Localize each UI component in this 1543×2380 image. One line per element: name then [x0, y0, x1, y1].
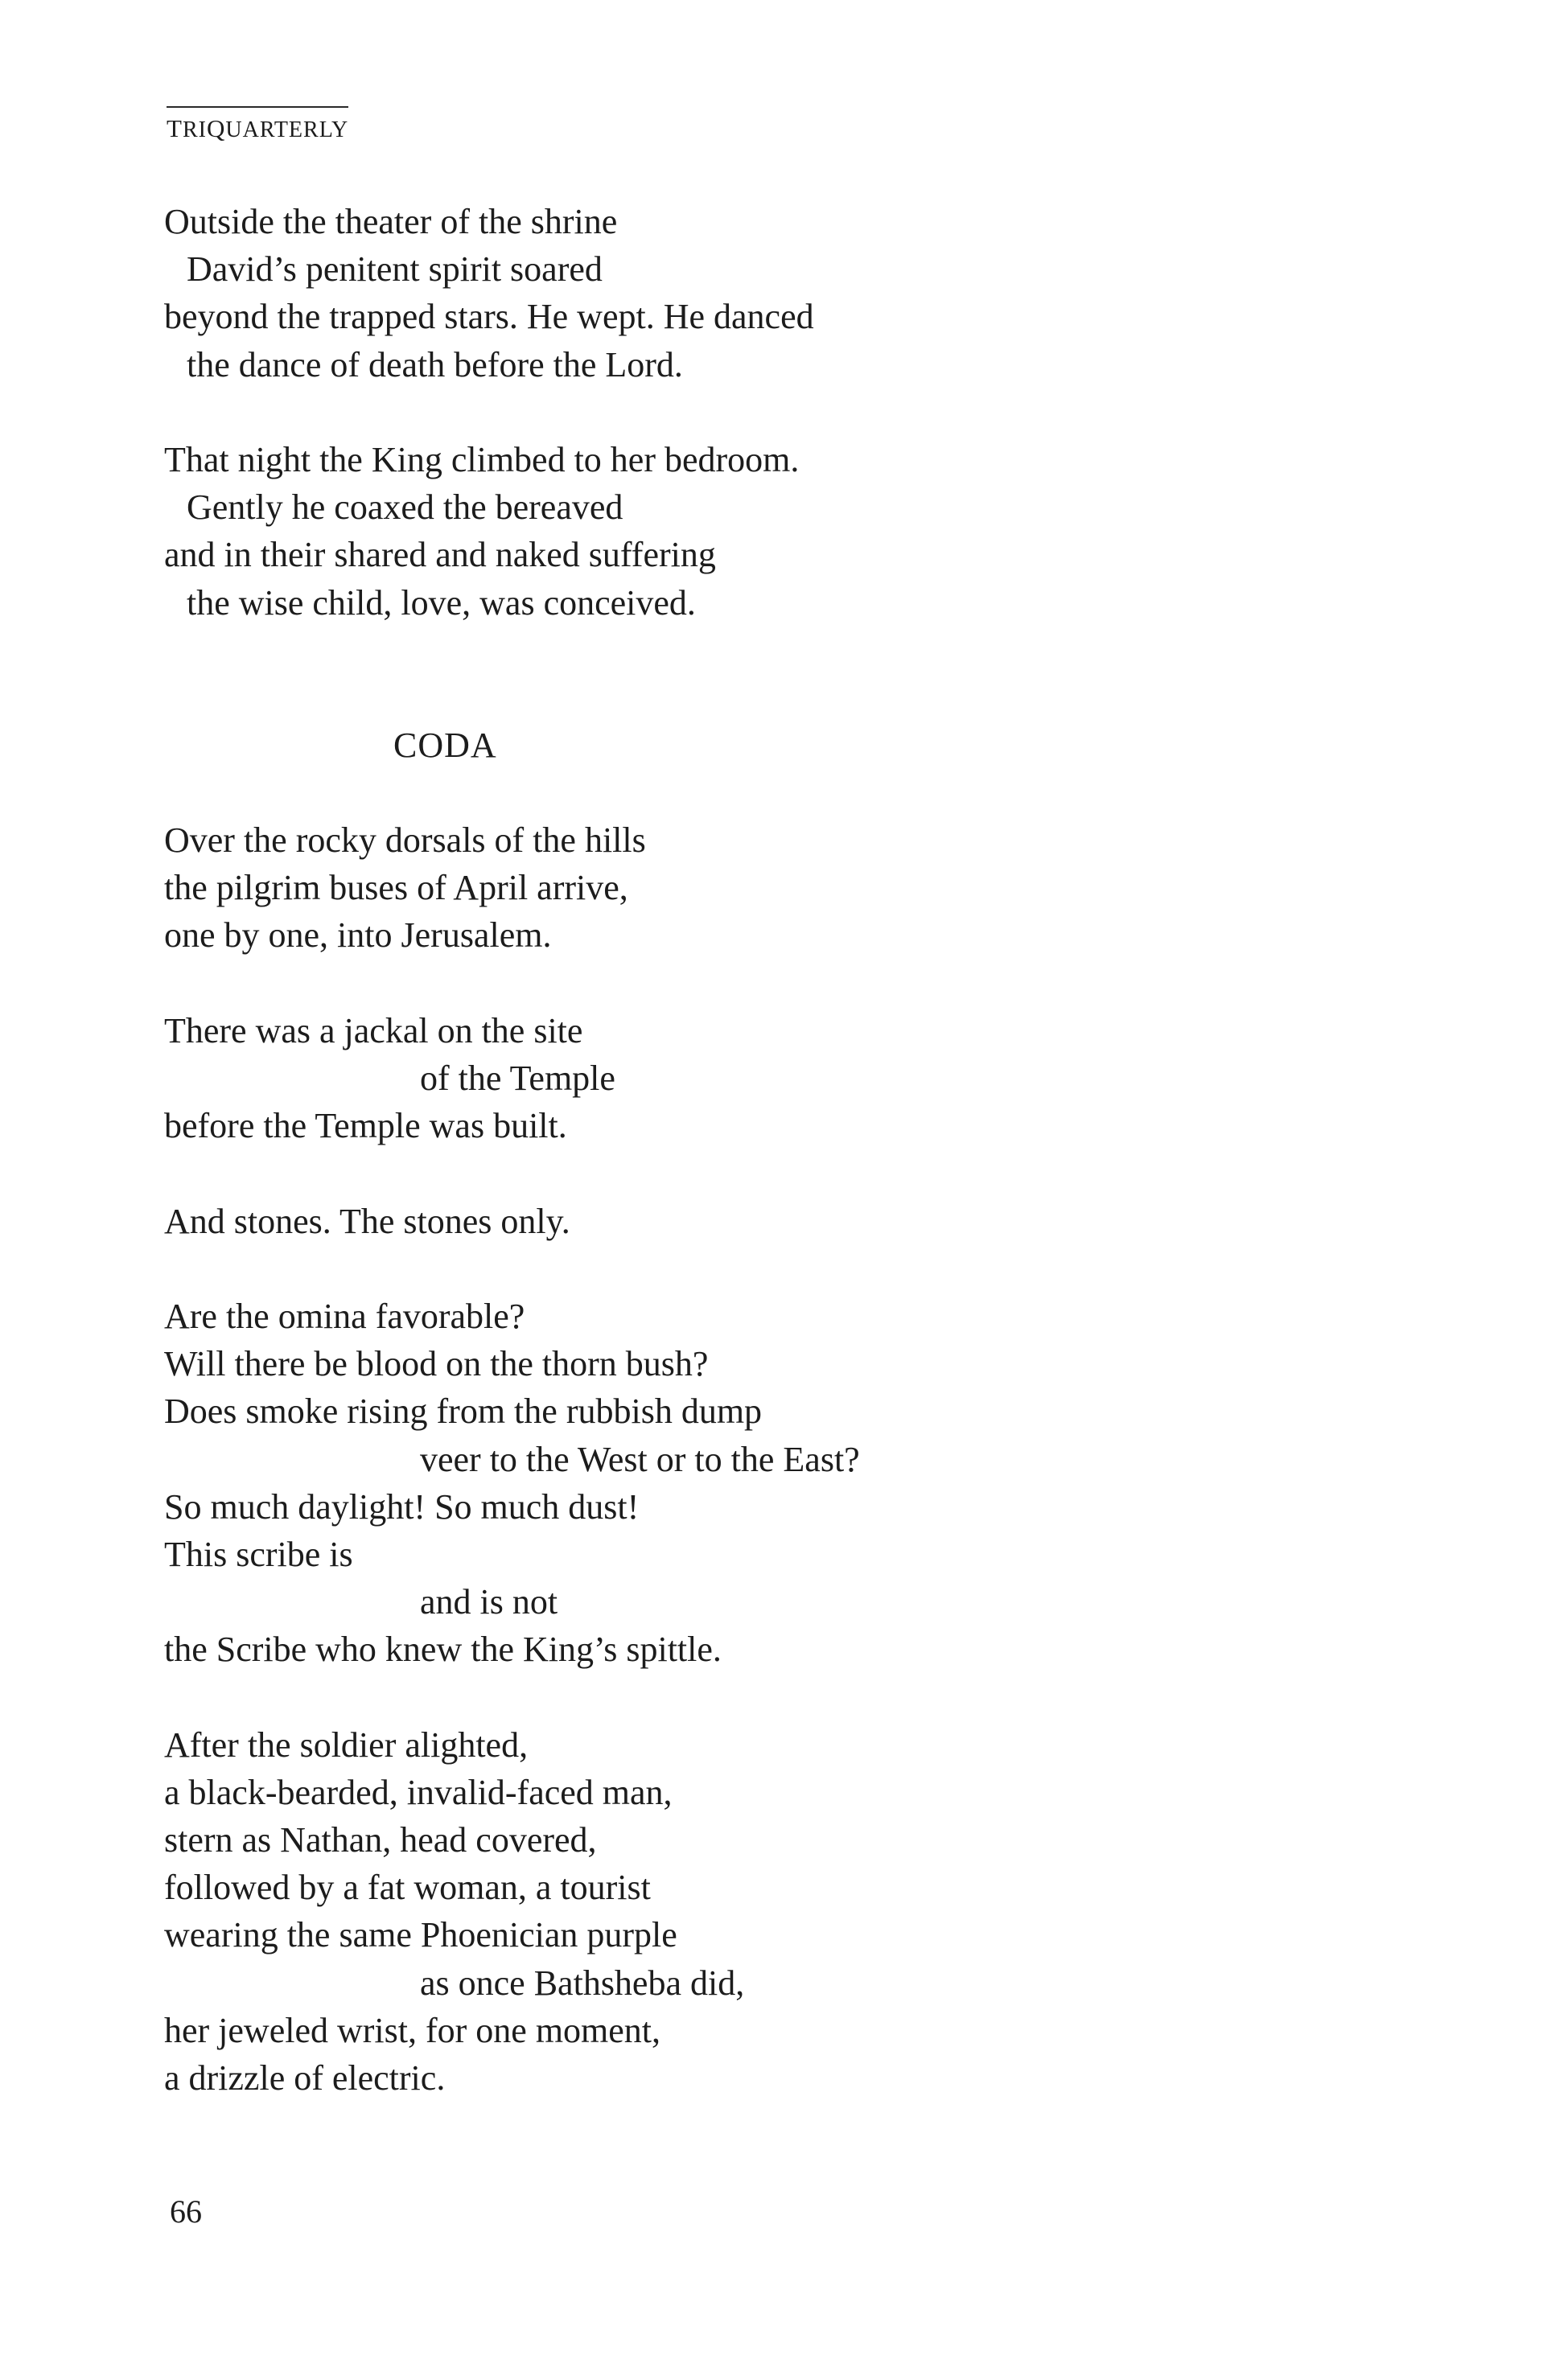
stanza-break — [164, 960, 1371, 1007]
poem-line: So much daylight! So much dust! — [164, 1486, 640, 1527]
stanza-break — [164, 1149, 1371, 1197]
stanza-break — [164, 1673, 1371, 1720]
part1-stanza-2 — [164, 436, 1371, 627]
poem-line: Will there be blood on the thorn bush? — [164, 1344, 709, 1384]
section-break — [164, 627, 1371, 721]
poem-line: one by one, into Jerusalem. — [164, 915, 552, 956]
poem-line: After the soldier alighted, — [164, 1724, 529, 1765]
poem-line: Over the rocky dorsals of the hills — [164, 820, 646, 861]
coda-stanza-3 — [164, 1198, 1371, 1245]
stanza-break — [164, 388, 1371, 436]
poem-line: the pilgrim buses of April arrive, — [164, 868, 628, 908]
poem-line: of the Temple — [420, 1058, 615, 1098]
poem-line: Gently he coaxed the bereaved — [187, 487, 623, 528]
poem-line: the Scribe who knew the King’s spittle. — [164, 1630, 722, 1670]
poem-line: veer to the West or to the East? — [420, 1439, 860, 1479]
poem-line: a drizzle of electric. — [164, 2057, 446, 2098]
coda-stanza-4 — [164, 1293, 1371, 1674]
poem-line: followed by a fat woman, a tourist — [164, 1868, 651, 1908]
poem-line: Are the omina favorable? — [164, 1296, 525, 1336]
poem-line: beyond the trapped stars. He wept. He danced — [164, 297, 814, 337]
poem-line: This scribe is — [164, 1534, 353, 1574]
poem-line: stern as Nathan, head covered, — [164, 1820, 597, 1860]
poem-line: That night the King climbed to her bedroom. — [164, 439, 800, 479]
poem-line: And stones. The stones only. — [164, 1201, 570, 1241]
page-number: 66 — [170, 2193, 202, 2230]
part1-stanza-1 — [164, 198, 1371, 388]
poem-line: There was a jackal on the site — [164, 1010, 583, 1050]
coda-stanza-5 — [164, 1721, 1371, 2103]
poem-line: and is not — [420, 1582, 558, 1622]
coda-stanza-1 — [164, 816, 1371, 960]
poem-line: Does smoke rising from the rubbish dump — [164, 1391, 763, 1432]
coda-stanza-2 — [164, 1007, 1371, 1150]
poem-line: a black-bearded, invalid-faced man, — [164, 1772, 673, 1812]
poem-line: the dance of death before the Lord. — [187, 344, 683, 384]
poem-line: as once Bathsheba did, — [420, 1963, 745, 2003]
section-title-coda: CODA — [393, 725, 497, 765]
poem-line: her jeweled wrist, for one moment, — [164, 2010, 661, 2050]
poem-line: the wise child, love, was conceived. — [187, 582, 696, 623]
poem-line: before the Temple was built. — [164, 1106, 567, 1146]
running-head-text: TRIQUARTERLY — [167, 114, 349, 142]
poem-line: and in their shared and naked suffering — [164, 535, 716, 575]
poem-body — [164, 198, 1371, 2102]
stanza-break — [164, 1245, 1371, 1293]
poem-line: David’s penitent spirit soared — [187, 249, 603, 290]
running-head — [167, 106, 348, 142]
stanza-break — [164, 769, 1371, 816]
poem-line: Outside the theater of the shrine — [164, 202, 618, 241]
poem-line: wearing the same Phoenician purple — [164, 1915, 677, 1955]
